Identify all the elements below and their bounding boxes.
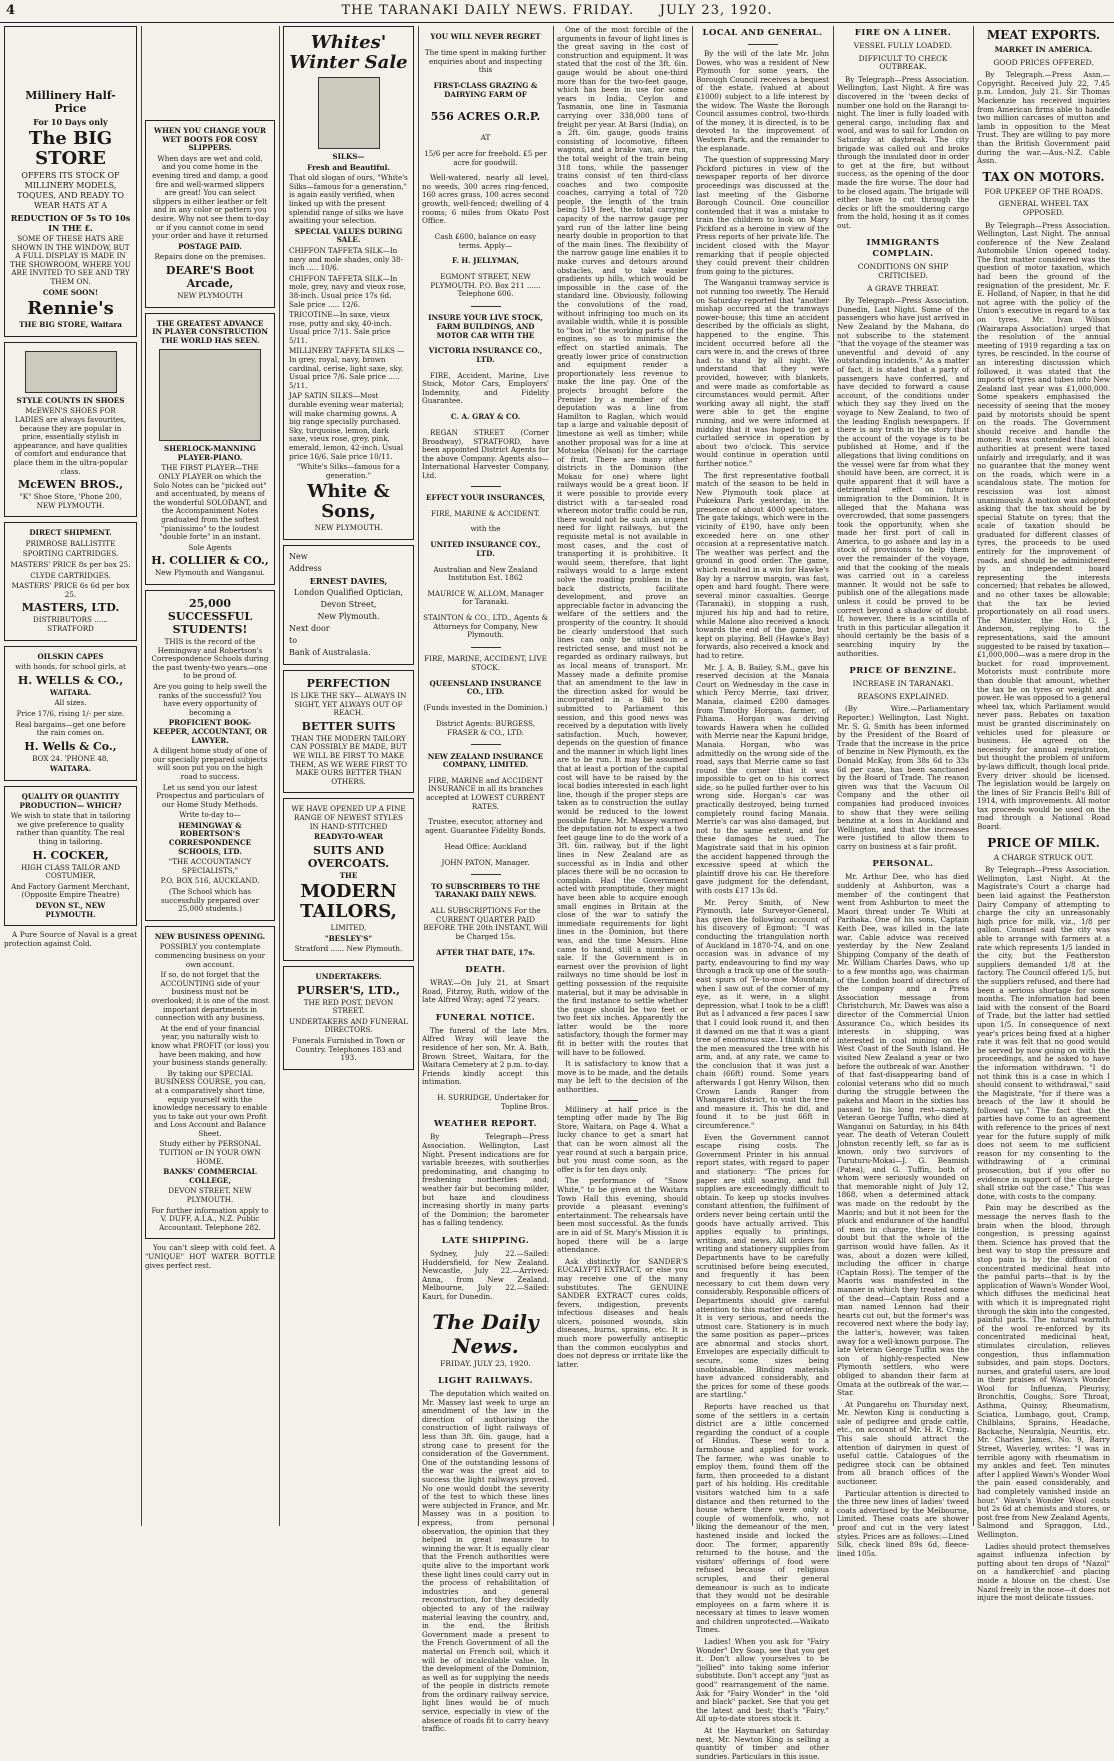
optician-ad: New Address ERNEST DAVIES, London Qualified Optician, Devon Street, New Plymouth. Next door to Bank of Australasia. [283, 545, 414, 665]
column-8: MEAT EXPORTS. MARKET IN AMERICA. GOOD PRICES OFFERED. By Telegraph.—Press Assn.—Copyright. Received July 22, 7.45 p.m. London, July 21. Sir Thomas Mackenzie has received inquiries from American firms able to handle two million carcases of mutton and lamb in opposition to the Meat Trust. They are willing to pay more than the British Government paid during the war.—Aus.-N.Z. Cable Assn. TAX ON MOTORS. FOR UPKEEP OF THE ROADS. GENERAL WHEEL TAX OPPOSED. By Telegraph—Press Association. Wellington, Last Night. The annual conference of the New Zealand Automobile Union opened today. The first matter considered was the question of motor taxation, which had been the ground of the resignation of the president, Mr. F. E. Holland, of Napier, in that he did not agree with the policy of the Union's executive in regard to a tax on tyres. Mr. Ivan Wilson (Wairarapa Association) urged that the resolution of the annual meeting of 1919 regarding a tax on tyres, be rescinded. In the course of an interesting discussion which followed, it was stated that the imports of tyres and tubes into New Zealand last year was £1,000,000. Some speakers emphasised the necessity of seeing that the money paid by motorists should be spent on the roads. The Government should receive and handle the money. It was contended that local authorities at present were taxed unfairly and irregularly, and it was no guarantee that the money went on the roads, which were in a scandalous state. The motion for rescission was lost almost unanimously. A motion was adopted asking that the tax should be by special Statute on tyres; that the scale of taxation should be graduated for different classes of tyres, the proceeds to be used entirely for the improvement of roads, and should be administered by an independent board representing the interests concerned; that rebates be allowed, and no other taxes be allowable; that the tax be levied proportionately on all road users. The Minister, the Hon. G. J. Anderson, replying to the representations, said the amount suggested to be raised by taxation—£1,000,000—was a mere drop in the bucket for road improvement. Motorists must contribute more than double that amount, whether the tax be on tyres or weight and power. He was opposed to a general wheel tax, which Parliament would never pass. Rebates on taxation must be granted discriminately on vehicles used for pleasure or business. He agreed on the necessity for annual registration, but thought the problem of uniform by-laws difficult, though local pride. Every driver should be licensed. The legislation would be largely on the lines of Sir Francis Bell's Bill of 1914, with improvements. All motor tax proceeds would be used on the road through a National Road Board. PRICE OF MILK. A CHARGE STRUCK OUT. By Telegraph—Press Association. Wellington, Last Night. At the Magistrate's Court a charge had been laid against the Featherston Dairy Company of attempting to charge the city an unreasonably high price for milk, viz., 1/8 per gallon. Counsel said the city was able to arrange with farmers at a rate which represents 1/5 landed in the city, but the Featherston suppliers demanded 1/8 at the factory. The Council offered 1/5, but the suppliers refused, and there had been a serious shortage for some months. The information had been laid with the consent of the Board of Trade, but the latter had settled upon 1/5. In consequence of next year's prices being fixed at a higher rate it was felt that no good would be served by now going on with the proceedings, and he asked to have the information withdrawn. "I do not think this is a case in which I should consent to withdrawal," said the Magistrate, "for if there was a breach of the law it should be followed up." The fact that the parties have come to an agreement with reference to the prices of next year for the future supply of milk does not seem to me sufficient reason for my consenting to the withdrawing of a criminal prosecution, but if you offer no evidence in support of the charge I shall strike out the case." This was done, with costs to the company. Pain may be described as the message the nerves flash to the brain when the blood, through congestion, is pressing against them. Science has proved that the best way to stop the pressure and stop pain is by the diffusion of concentrated medicinal heat into the painful parts—that is by the application of Wawn's Wonder Wool, which diffuses the medicinal heat with which it is impregnated right through the skin into the congested, painful parts. The natural warmth of the wool re-enforced by its concentrated medicinal heat, stimulates circulation, relieves congestion, thus inflammation subsides, and pain stops. Doctors, nurses, and grateful users, are loud in their praises of Wawn's Wonder Wool for Influenza, Pleurisy, Bronchitis, Coughs, Sore Throat, Asthma, Quinsy, Rheumatism, Sciatica, Lumbago, gout, Cramp, Chilblains, Sprains, Headache, Backache, Neuralgia, Neuritis, etc. Mr. Charles James, No. 9, Barry Street, Waverley, writes: "I was in terrible agony with rheumatism in my ankles and feet. Ten minutes after I applied Wawn's Wonder Wool the pain eased considerably, and had completely vanished inside an hour." Wawn's Wonder Wool costs but 2s 6d at chemists and stores, or post free from New Zealand Agents, Salmond and Spraggon, Ltd., Wellington. Ladies should protect themselves against influenza infection by putting about ten drops of "Nazol" on a handkerchief and placing inside a blouse on the chest. Use Nazol freely in the nose—it does not injure the most delicate tissues. [977, 28, 1110, 1603]
nz-insurance-ad: NEW ZEALAND INSURANCE COMPANY, LIMITED. FIRE, MARINE and ACCIDENT INSURANCE in all its branches accepted at LOWEST CURRENT RATES. Trustee, executor, attorney and agent. Guarantee Fidelity Bonds. Head Office: Auckland JOHN PATON, Manager. [425, 751, 546, 867]
column-rule [141, 26, 142, 1526]
queensland-insurance-ad: FIRE, MARINE, ACCIDENT, LIVE STOCK. QUEENSLAND INSURANCE CO., LTD. (Funds invested in the Dominion.) District Agents: BURGESS, FRASER & CO., LTD. [423, 654, 548, 737]
column-3 [283, 26, 414, 1526]
whites-sale-ad: Whites' Winter Sale SILKS— Fresh and Beautiful. That old slogan of ours, "White's Silks—famous for a generation," is again easily verified, when linked up with the present splendid range of silks we have awaiting your selection. SPECIAL VALUES DURING SALE. CHIFFON TAFFETA SILK—In navy and mole shades, only 38-inch ..... 10/6. CHIFFON TAFFETA SILK—In mole, grey, navy and vieux rose, 38-inch. Usual price 17s 6d. Sale price ..... 12/6. TRICOTINE—In saxe, vieux rose, putty and sky, 40-inch. Usual price 7/11. Sale price 5/11. MILLINERY TAFFETA SILKS —In grey, royal, navy, brown cardinal, cerise, light saxe, sky. Usual price 7/6. Sale price ..... 5/11. JAP SATIN SILKS—Most durable evening wear material; will make charming gowns. A big range specially purchased. Sky, turquoise, lemon, dark saxe, vieux rose, grey, pink, emerald, lemon, 42-inch. Usual price 16/6. Sale price 10/11. "White's Silks—famous for a generation." White & Sons, NEW PLYMOUTH. [283, 26, 414, 540]
divider [471, 874, 501, 875]
col1-footer: A Pure Source of Naval is a great protection against Cold. [4, 930, 137, 948]
funeral-notice: The funeral of the late Mrs. Alfred Wray will leave the residence of her son, Mr. A. Bath, Brown Street, Waitara, for the Waitara Cemetery at 2 p.m. to-day. Friends kindly accept this intimation. [422, 1025, 549, 1087]
col2-footer: You can't sleep with cold feet. A "UNIQUE" HOT WATER BOTTLE gives perfect rest. [145, 1243, 275, 1270]
meat-exports-heading: MEAT EXPORTS. [986, 28, 1101, 42]
divider [748, 44, 778, 45]
personal-heading: PERSONAL. [872, 859, 934, 870]
lady-illustration [318, 77, 380, 149]
column-rule [692, 26, 693, 1526]
perfection-ad: PERFECTION IS LIKE THE SKY— ALWAYS IN SIGHT, YET ALWAYS OUT OF REACH. BETTER SUITS THAN THE MODERN TAILORY CAN POSSIBLY BE MADE, BUT WE WILL BE FIRST TO MAKE THEM, AS WE WERE FIRST TO MAKE OURS BETTER THAN OTHERS. [283, 670, 414, 793]
local-general-heading: LOCAL AND GENERAL. [702, 28, 823, 38]
rennies-name: Rennie's [27, 298, 114, 320]
column-rule [833, 26, 834, 1526]
cartridges-ad: DIRECT SHIPMENT. PRIMROSE BALLISTITE SPORTING CARTRIDGES. MASTERS' PRICE 8s per box 25. CLYDE CARTRIDGES. MASTERS' PRICE 6s 6d per box 25. MASTERS, LTD. DISTRIBUTORS ...... STRATFORD [4, 522, 137, 640]
immigrants-heading: IMMIGRANTS COMPLAIN. [866, 238, 940, 260]
editorial-light-railways: The deputation which waited on Mr. Massey last week to urge an amendment of the law in the direction of authorising the construction of light railways of less than 3ft. 6in. gauge, had a strong case to present for the consideration of the Government. One of the outstanding lessons of the war was the great aid to success the light railways proved. No one would doubt the severity of the test to which these lines were subjected in France, and Mr. Massey was in a position to express, from personal observation, the opinion that they helped in great measure to winning the war. It is equally clear that the French authorities were quite alive to the important work these light lines could carry out in the process of rehabilitation of industries and general reconstruction, for they decidedly objected to any of the railway material leaving the country, and, in the end, the British Government made a present to the French Government of all the material on French soil, which it will be of incalculable value. In the development of the Dominion, as well as for supplying the needs of the people in districts remote from the ordinary railway service, light lines would be of much service, especially in view of the absence of roads fit to carry heavy traffic. [422, 1389, 549, 1734]
cocker-ad: QUALITY OR QUANTITY PRODUCTION— WHICH? We wish to state that in tailoring we give preference to quality rather than quantity. The real thing in tailoring. H. COCKER, HIGH CLASS TAILOR AND COSTUMIER, And Factory Garment Merchant, (Opposite Empire Theatre) DEVON ST., NEW PLYMOUTH. [4, 786, 137, 926]
whites-title: Whites' Winter Sale [289, 32, 408, 73]
hemingway-ad: 25,000 SUCCESSFUL STUDENTS! THIS is the record of the Hemingway and Robertson's Correspondence Schools during the past twenty-two years—one to be proud of. Are you going to help swell the ranks of the successful? You have every opportunity of becoming a PROFICIENT BOOK-KEEPER, ACCOUNTANT, OR LAWYER. A diligent home study of one of our specially prepared subjects will soon put you on the high road to success. Let us send you our latest Prospectus and particulars of our Home Study Methods. Write to-day to— HEMINGWAY & ROBERTSON'S CORRESPONDENCE SCHOOLS, LTD. "THE ACCOUNTANCY SPECIALISTS," P.O. BOX 516, AUCKLAND. (The School which has successfully prepared over 25,000 students.) [145, 590, 275, 921]
banks-college-ad: NEW BUSINESS OPENING. POSSIBLY you contemplate commencing business on your own account. If so, do not forget that the ACCOUNTING side of your business must not be overlooked; it is one of the most important departments in connection with any business. At the end of your financial year, you naturally wish to know what PROFIT (or loss) you have been making, and how your business stands generally. By taking our SPECIAL BUSINESS COURSE, you can, at a comparatively short time, equip yourself with the knowledge necessary to enable you to take out your own Profit and Loss Account and Balance Sheet. Study either by PERSONAL TUITION or IN YOUR OWN HOME. BANKS' COMMERCIAL COLLEGE, DEVON STREET, NEW PLYMOUTH. For further information apply to V. DUFF, A.I.A., N.Z. Public Accountant. Telephone 282. [145, 926, 275, 1240]
benzine-heading: PRICE OF BENZINE. [849, 666, 957, 677]
late-shipping: Sydney, July 22.—Sailed: Huddersfield, for New Zealand. Newcastle, July 22.—Arrived: Anna, from New Zealand. Melbourne, July 22.—Sailed: Kauri, for Dunedin. [422, 1248, 549, 1301]
masthead [0, 0, 1114, 23]
shoes-ad: STYLE COUNTS IN SHOES McEWEN'S SHOES FOR LADIES are always favourites, because they are popular in price, essentially stylish in appearance, and have qualities of comfort and endurance that place them in the ultra-popular class. McEWEN BROS., "K" Shoe Store, 'Phone 200, NEW PLYMOUTH. [4, 342, 137, 518]
oilskin-ad: OILSKIN CAPES with hoods, for school girls, at H. WELLS & CO., WAITARA. All sizes. Price 17/6, rising 1/- per size. Real bargains—get one before the rain comes on. H. Wells & Co., BOX 24. 'PHONE 48, WAITARA. [4, 646, 137, 781]
divider [471, 647, 501, 648]
column-4: YOU WILL NEVER REGRET The time spent in making further enquiries about and inspecting this FIRST-CLASS GRAZING & DAIRYING FARM OF 556 ACRES O.R.P. AT 15/6 per acre for freehold. £5 per acre for goodwill. Well-watered, nearly all level, no weeds, 300 acres ring-fenced, 160 acres grass, 100 acres second growth, well-fenced; dwelling of 4 rooms; 6 miles from Okato Post Office. Cash £600, balance on easy terms. Apply— F. H. JELLYMAN, EGMONT STREET, NEW PLYMOUTH. P.O. Box 211 ...... Telephone 606. INSURE YOUR LIVE STOCK, FARM BUILDINGS, AND MOTOR CAR WITH THE VICTORIA INSURANCE CO., LTD. FIRE, Accident, Marine, Live Stock, Motor Cars, Employers' Indemnity, and Fidelity Guarantee. C. A. GRAY & CO. REGAN STREET (Corner Broadway), STRATFORD, have been appointed District Agents for the above Company. Agents also—International Harvester Company, Ltd. EFFECT YOUR INSURANCES, FIRE, MARINE & ACCIDENT. with the UNITED INSURANCE COY., LTD. Australian and New Zealand Institution Est. 1862 MAURICE W. ALLOM, Manager for Taranaki. STAINTON & CO., LTD., Agents & Attorneys for Company, New Plymouth. FIRE, MARINE, ACCIDENT, LIVE STOCK. QUEENSLAND INSURANCE CO., LTD. (Funds invested in the Dominion.) District Agents: BURGESS, FRASER & CO., LTD. NEW ZEALAND INSURANCE COMPANY, LIMITED. FIRE, MARINE and ACCIDENT INSURANCE in all its branches accepted at LOWEST CURRENT RATES. Trustee, executor, attorney and agent. Guarantee Fidelity Bonds. Head Office: Auckland JOHN PATON, Manager. TO SUBSCRIBERS TO THE TARANAKI DAILY NEWS. ALL SUBSCRIPTIONS For the CURRENT QUARTER PAID BEFORE THE 20th INSTANT, Will be Charged 15s. AFTER THAT DATE, 17s. DEATH. WRAY.—On July 21, at Smart Road, Fitzroy, Ruth, widow of the late Alfred Wray; aged 72 years. FUNERAL NOTICE. The funeral of the late Mrs. Alfred Wray will leave the residence of her son, Mr. A. Bath, Brown Street, Waitara, for the Waitara Cemetery at 2 p.m. to-day. Friends kindly accept this intimation. H. SURRIDGE, Undertaker for Topline Bros. WEATHER REPORT. By Telegraph—Press Association. Wellington, Last Night. Present indications are for variable breezes, with southerlies predominating, and changing to freshening northerlies and; weather fair but becoming milder, but haze and cloudiness increasing shortly in many parts of the Dominion; the barometer has a falling tendency. LATE SHIPPING. Sydney, July 22.—Sailed: Huddersfield, for New Zealand. Newcastle, July 22.—Arrived: Anna, from New Zealand. Melbourne, July 22.—Sailed: Kauri, for Dunedin. The Daily News. FRIDAY, JULY 23, 1920. LIGHT RAILWAYS. The deputation which waited on Mr. Massey last week to urge an amendment of the law in the direction of authorising the construction of light railways of less than 3ft. 6in. gauge, had a strong case to present for the consideration of the Government. One of the outstanding lessons of the war was the great aid to success the light railways proved. No one would doubt the severity of the test to which these lines were subjected in France, and Mr. Massey was in a position to express, from personal observation, the opinion that they helped in great measure to winning the war. It is equally clear that the French authorities were quite alive to the important work these light lines could carry out in the process of rehabilitation of industries and general reconstruction, for they decidedly objected to any of the railway material leaving the country, and, in the end, the British Government made a present to the French Government of all the material on French soil, which it will be of incalculable value. In the development of the Dominion, as well as for supplying the needs of the people in districts remote from the ordinary railway service, light lines would be of much service, especially in view of the absence of roads fit to carry heavy traffic. [422, 32, 549, 1734]
united-insurance-ad: EFFECT YOUR INSURANCES, FIRE, MARINE & ACCIDENT. with the UNITED INSURANCE COY., LTD. Australian and New Zealand Institution Est. 1862 MAURICE W. ALLOM, Manager for Taranaki. STAINTON & CO., LTD., Agents & Attorneys for Company, New Plymouth. [423, 492, 548, 640]
column-6: LOCAL AND GENERAL. By the will of the late Mr. John Dowes, who was a resident of New Plymouth for some years, the Borough Council receives a bequest of the estate, (valued at about £1000) subject to a life interest by the widow. The Waste the Borough Council assumes control, two-thirds of the money, it is directed, is to be devoted to the improvement of Western Park, and the remainder to the esplanade. The question of suppressing Mary Pickford pictures in view of the newspaper reports of her divorce proceedings was discussed at the last meeting of the Gisborne Borough Council. One councillor contended that it was a mistake to train the children to look on Mary Pickford as a heroine in view of the Press reports of her private life. The incident closed with the Mayor remarking that if people objected they could prevent their children from going to the pictures. The Wanganui tramway service is not running too sweetly. The Herald on Saturday reported that "another mishap occurred at the tramways power-house; this time an accident described by the officials as slight, happened to the engine. This incident occurred before all the cars were in, and the crews of three had to stand by all night. We understand that they were provided, however, with blankets, and were made as comfortable as circumstances would permit. After working away all night, the staff were able to get the engine running, and we were informed at midday that it was hoped to get a curtailed service in operation by about two o'clock. This service would continue in operation until further notice." The first representative football match of the season to be held in New Plymouth took place at Pukekura Park yesterday, in the presence of about 4000 spectators. The gate takings, which were in the vicinity of £190, have only been exceeded here on one other occasion at a representative match. The weather was perfect and the ground in good order. The game, which resulted in a win for Hawke's Bay by a narrow margin, was fast, open and hard fought. There were several minor casualties. George (Taranaki), in stopping a rush, injured his hip and had to retire, while Malone also received a knock towards the end of the game, but kept on playing. Bell (Hawke's Bay) forwards, also received a knock and had to retire. Mr. J. A. B. Bailey, S.M., gave his reserved decision at the Manaia Court on Wednesday in the case in which Percy Merrie, taxi driver, Manaia, claimed £200 damages from Timothy Horgan, farmer, of Pihama. Horgan was driving towards Hawera when he collided with Merrie near the Kapuni bridge, Manaia. Horgan, who was admittedly on the wrong side of the road, says that Merrie came so fast round the corner that it was impossible to get on to his correct side, so he pulled further over to his wrong side. Horgan's car was practically destroyed, being turned completely round facing Manaia. Merrie's car was also damaged, but not to the same extent, and for these damages he sued. The Magistrate said that in his opinion the accident happened through the excessive speed at which the plaintiff drove his car. He therefore gave judgment for the defendant, with costs £17 13s 6d. Mr. Percy Smith, of New Plymouth, late Surveyor-General, has given the following account of his discovery of Egmont: "I was conducting the triangulation north of Auckland in 1870-74, and on one occasion was in advance of my party, endeavouring to find my way through a track up one of the south-east spurs of Te-to-moe Mountain, when I saw out of the corner of my eye, as it were, in a slight depression, what I took to be a cliff! But as I advanced a few paces I saw that I could look round it, and then it dawned on me that it was a giant tree of enormous size. I think one of the men measured the tree with his arm, and, at any rate, we came to the conclusion that it was just a chain (66ft) round. Some years afterwards I got Henry Wilson, then Crown Lands Ranger from Whangarei district, to visit the tree and measure it. This he did, and found it to be just 66ft in circumference." Even the Government cannot escape rising costs. The Government Printer in his annual report states, with regard to paper and stationery: "The prices for paper are still soaring, and full supplies are exceedingly difficult to obtain. To keep up stocks involves constant attention, the fulfilment of orders never being certain until the goods have actually arrived. This applies equally to printings, writings, and news. All orders for writing and stationery supplies from Departments have to be carefully scrutinised before being executed, and frequently it has been necessary to cut them down very considerably. Responsible officers of Departments should give careful attention to this matter of ordering. It is very serious, and needs the utmost care. Stationery is in much the same position as paper—prices are abnormal and stocks short. Envelopes are especially difficult to secure, some sizes being unobtainable. Binding materials have advanced considerably, and the prices for some of these goods are startling." Reports have reached us that some of the settlers in a certain district are a little concerned regarding the conduct of a couple of Hindus. These went to a farmhouse and applied for work. The farmer, who was unable to employ them, found them off the farm, then proceeded to a distant part of his holding. His creditable visitors watched him to a safe distance and then returned to the house where there were only a couple of womenfolk, who, not liking the demeanour of the men, hastened inside and locked the door. The former, apparently returned to the house, and the visitors' offerings of food were refused because of religious scruples, and their general demeanour is such as to indicate that they would not be desirable employees on a farm where it is necessary at times to leave women and children unprotected.—Waikato Times. Ladies! When you ask for "Fairy Wonder" Dry Soap, see that you get it. Don't allow yourselves to be "jollied" into taking some inferior substitute. Don't accept any "just as good" rearrangement of the name. Ask for "Fairy Wonder" in the "old and black" packet. See that you get the latest and best; that's "Fairy." All up-to-date stores stock it. At the Haymarket on Saturday next, Mr. Newton King is selling a quantity of timber and other sundries. Particulars in this issue. [696, 28, 830, 1761]
column-1 [4, 26, 137, 1526]
editorial-continued: One of the most forcible of the arguments in favour of light lines is the great saving in the cost of construction and equipment. It was stated that the cost of the 3ft. 6in. gauge would be about one-third more than for the two-feet gauge, which has been in use for some years in India, Ceylon and Tasmania, one line in Tasmania carrying over 338,000 tons of freight per year. At Barsi (India), on a 2ft. 6in. gauge, goods trains consisting of locomotive, fifteen wagons, and a brake van, are run, the total weight of the train being 318 tons, while the passenger trains consist of ten third-class coaches and two composite coaches, carrying a total of 720 people, the length of the train being 519 feet, the total carrying capacity of the narrow gauge per yard run of the latter line being nearly double in proportion to that of the main lines. The flexibility of the narrow gauge line enables it to make curves and detours around obstacles, and to take easier gradients up hills, which would be impossible in the case of the standard line. Obviously, following the convolutions of the road, without infringing too much on its available width, while it is possible to "box in" the working parts of the engines, so as to minimise the effect on startled animals. The greatly lower price of construction and equipment render a proportionately less revenue to make the line pay. One of the projects brought before the Premier by a member of the deputation was a line from Hamilton to Raglan, which would tap a large and valuable deposit of limestone as well as timber; while another proposal was for a line at Motueka (Nelson) for the carriage of fruit. There are many other districts in the Dominion (the Mokau for one) where light railways would be a great boon. If it were possible to provide every district with a tar-sealed road whereon motor traffic could be run, there would not be such an urgent need for light railways, but the requisite metal is not available in most cases, and the cost of transporting it is prohibitive. It would seem, therefore, that light railways would to a large extent solve the roading problem in the back districts, facilitate development, and prove an appreciable factor in advancing the welfare of the settlers and the prosperity of the country. It should be clearly understood that such lines can only be utilised in a restricted sense, and must not be regarded as ordinary railways, but as local means of transport. Mr. Massey made a definite promise that an amendment to the law in the direction asked for would be incorporated in a Bill to be submitted to Parliament this session, and this good news was received by a deputation with lively satisfaction. Much, however, depends on the question of finance and the manner in which light lines are to be run. It may be assumed that at least a portion of the capital cost will have to be raised by the local bodies interested in each light line, though if the proper steps are taken as to construction the outlay would be reduced to the lowest possible figure. Mr. Massey warned the deputation not to expect a two feet gauge line to do the work of a 3ft. 6in. railway, but if the light lines in New Zealand are as successful as in India and other places there will be no occasion to complain. Had the Government acted with promptitude, they might have been able to acquire enough small engines in Britain at the close of the war to satisfy the immediate requirements for light lines in the Dominion, but there was, and the time Messrs. Hine came to hand, still a number on sale. If the Government is in earnest over the provision of light railways no time should be lost in getting possession of the requisite material, but it may be advisable in the first instance to settle whether the gauge should be two feet or two feet six inches. Apparently the latter would be the more satisfactory, though the former may fit in better with the routes that will have to be followed. [557, 25, 688, 1057]
undertakers-ad: UNDERTAKERS. PURSER'S, LTD., THE RED POST, DEVON STREET. UNDERTAKERS AND FUNERAL DIRECTORS. Funerals Furnished in Town or Country. Telephones 183 and 193. [283, 966, 414, 1070]
deare-ad: WHEN YOU CHANGE YOUR WET BOOTS FOR COSY SLIPPERS. When days are wet and cold, and you come home in the evening tired and damp, a good fire and well-warmed slippers are great! You can select slippers in either leather or felt and in any color or pattern you desire. Why not see them to-day or if you cannot come in send your order and have it returned POSTAGE PAID. Repairs done on the premises. DEARE'S Boot Arcade, NEW PLYMOUTH [145, 120, 275, 308]
paper-nameplate: The Daily News. [432, 1309, 539, 1358]
column-rule [418, 26, 419, 1526]
column-rule [973, 26, 974, 1526]
modern-tailors-ad: WE HAVE OPENED UP A FINE RANGE OF NEWEST STYLES IN HAND-STITCHED READY-TO-WEAR SUITS AND OVERCOATS. THE MODERN TAILORS, LIMITED, "BESLEY'S" Stratford ...... New Plymouth. [283, 798, 414, 961]
divider [471, 486, 501, 487]
masthead-date: JULY 23, 1920. [659, 3, 773, 18]
column-rule [279, 26, 280, 1526]
divider [471, 306, 501, 307]
farm-ad: YOU WILL NEVER REGRET The time spent in making further enquiries about and inspecting this FIRST-CLASS GRAZING & DAIRYING FARM OF 556 ACRES O.R.P. AT 15/6 per acre for freehold. £5 per acre for goodwill. Well-watered, nearly all level, no weeds, 300 acres ring-fenced, 160 acres grass, 100 acres second growth, well-fenced; dwelling of 4 rooms; 6 miles from Okato Post Office. Cash £600, balance on easy terms. Apply— F. H. JELLYMAN, EGMONT STREET, NEW PLYMOUTH. P.O. Box 211 ...... Telephone 606. [422, 32, 549, 299]
milk-heading: PRICE OF MILK. [987, 835, 1100, 850]
divider [608, 1100, 638, 1101]
motor-tax-heading: TAX ON MOTORS. [982, 169, 1105, 184]
column-rule [553, 26, 554, 1526]
column-5: One of the most forcible of the arguments in favour of light lines is the great saving in the cost of construction and equipment. It was stated that the cost of the 3ft. 6in. gauge would be about one-third more than for the two-feet gauge, which has been in use for some years in India, Ceylon and Tasmania, one line in Tasmania carrying over 338,000 tons of freight per year. At Barsi (India), on a 2ft. 6in. gauge, goods trains consisting of locomotive, fifteen wagons, and a brake van, are run, the total weight of the train being 318 tons, while the passenger trains consist of ten third-class coaches and two composite coaches, carrying a total of 720 people, the length of the train being 519 feet, the total carrying capacity of the narrow gauge per yard run of the latter line being nearly double in proportion to that of the main lines. The flexibility of the narrow gauge line enables it to make curves and detours around obstacles, and to take easier gradients up hills, which would be impossible in the case of the standard line. Obviously, following the convolutions of the road, without infringing too much on its available width, while it is possible to "box in" the working parts of the engines, so as to minimise the effect on startled animals. The greatly lower price of construction and equipment render a proportionately less revenue to make the line pay. One of the projects brought before the Premier by a member of the deputation was a line from Hamilton to Raglan, which would tap a large and valuable deposit of limestone as well as timber; while another proposal was for a line at Motueka (Nelson) for the carriage of fruit. There are many other districts in the Dominion (the Mokau for one) where light railways would be a great boon. If it were possible to provide every district with a tar-sealed road whereon motor traffic could be run, there would not be such an urgent need for light railways, but the requisite metal is not available in most cases, and the cost of transporting it is prohibitive. It would seem, therefore, that light railways would to a large extent solve the roading problem in the back districts, facilitate development, and prove an appreciable factor in advancing the welfare of the settlers and the prosperity of the country. It should be clearly understood that such lines can only be utilised in a restricted sense, and must not be regarded as ordinary railways, but as local means of transport. Mr. Massey made a definite promise that an amendment to the law in the direction asked for would be incorporated in a Bill to be submitted to Parliament this session, and this good news was received by a deputation with lively satisfaction. Much, however, depends on the question of finance and the manner in which light lines are to be run. It may be assumed that at least a portion of the capital cost will have to be raised by the local bodies interested in each light line, though if the proper steps are taken as to construction the outlay would be reduced to the lowest possible figure. Mr. Massey warned the deputation not to expect a two feet gauge line to do the work of a 3ft. 6in. railway, but if the light lines in New Zealand are as successful as in India and other places there will be no occasion to complain. Had the Government acted with promptitude, they might have been able to acquire enough small engines in Britain at the close of the war to satisfy the immediate requirements for light lines in the Dominion, but there was, and the time Messrs. Hine came to hand, still a number on sale. If the Government is in earnest over the provision of light railways no time should be lost in getting possession of the requisite material, but it may be advisable in the first instance to settle whether the gauge should be two feet or two feet six inches. Apparently the latter would be the more satisfactory, though the former may fit in better with the routes that will have to be followed. It is satisfactory to know that a move is to be made, and the details may be left to the decision of the authorities. Millinery at half price is the tempting offer made by The Big Store, Waitara, on Page 4. What a lucky chance to get a smart hat that can be worn almost all the year round at such a bargain price, but you must come soon, as the offer is for ten days only. The performance of "Snow White," to be given at the Waitara Town Hall this evening, should provide a pleasant evening's entertainment. The rehearsals have been most successful. As the funds are in aid of St. Mary's Mission it is hoped there will be a large attendance. Ask distinctly for SANDER'S EUCALYPTI EXTRACT, or else you may receive one of the many substitutes. The GENUINE SANDER EXTRACT cures colds, fevers, indigestion, prevents infectious diseases and heals ulcers, poisoned wounds, skin diseases, burns, sprains, etc. It is much more powerfully antiseptic than the common eucalyptus and does not depress or irritate like the latter. [557, 25, 688, 1369]
page-number: 4 [6, 3, 17, 18]
shoe-illustration [25, 351, 117, 393]
fire-heading: FIRE ON A LINER. [854, 28, 952, 38]
millinery-ad: Millinery Half-Price For 10 Days only The BIG STORE OFFERS ITS STOCK OF MILLINERY MODELS, TOQUES, AND READY TO WEAR HATS AT A REDUCTION OF 5s TO 10s IN THE £. SOME OF THESE HATS ARE SHOWN IN THE WINDOW, BUT A FULL DISPLAY IS MADE IN THE SHOWROOM, WHERE YOU ARE INVITED TO SEE AND TRY THEM ON. COME SOON! Rennie's THE BIG STORE, Waitara [4, 26, 137, 337]
subscribers-notice: TO SUBSCRIBERS TO THE TARANAKI DAILY NEWS. ALL SUBSCRIPTIONS For the CURRENT QUARTER PAID BEFORE THE 20th INSTANT, Will be Charged 15s. AFTER THAT DATE, 17s. [423, 881, 548, 957]
column-7: FIRE ON A LINER. VESSEL FULLY LOADED. DIFFICULT TO CHECK OUTBREAK. By Telegraph—Press Association. Wellington, Last Night. A fire was discovered in the 'tween decks of number one hold on the Rarangi to-night. The liner is fully loaded with general cargo, including flax and wool, and was to sail for London on Saturday at daybreak. The city brigade was called out and broke through the insulated door in order to get at the fire, but without success, as the opening of the door made the fire worse. The door had to be closed again. The brigade will either have to cut through the decks or lift the smouldering cargo from the hold, hosing it as it comes out. IMMIGRANTS COMPLAIN. CONDITIONS ON SHIP CRITICISED. A GRAVE THREAT. By Telegraph—Press Association. Dunedin, Last Night. Some of the passengers who have just arrived in New Zealand by the Mahana, do not subscribe to the statement "that the voyage of the steamer was uneventful and devoid of any outstanding incidents." As a matter of fact, it is stated that a party of passengers have conferred, and have decided to forward a cause account, of the conditions under which they say they lived on the voyage to New Zealand, to two of the leading English newspapers. If there is any truth in the story that the account of the voyage is to be published at Home, and if the allegations that living conditions on the vessel were far from what they should have been, are correct, it is quite apparent that it will have a detrimental effect on future immigration to the Dominion. It is alleged that the Mahana was overcrowded, that some passengers took the opportunity, when she made her first port of call in America, to go ashore and lay in a stock of provisions to help them over the remainder of the voyage, and that the cooking of the meals was carried out in a careless manner. It would not be safe to publish one of the allegations made unless it could be proved to be correct beyond a shadow of doubt. If, however, there is a scintilla of truth in this particular allegation it should certainly be the basis of a searching inquiry by the authorities. PRICE OF BENZINE. INCREASE IN TARANAKI. REASONS EXPLAINED. (By Wire.—Parliamentary Reporter.) Wellington, Last Night. Mr. S. G. Smith has been informed by the President of the Board of Trade that the increase in the price of benzine in New Plymouth, ex the Donald McKay, from 38s 6d to 33s 6d per case, has been sanctioned by the Board of Trade. The reason given was that the Vacuum Oil Company and the other oil companies had produced invoices to show that they were selling benzine at a loss in Auckland and Wellington, and that the increases were justified to allow them to carry on business at a fair profit. PERSONAL. Mr. Arthur Dee, who has died suddenly at Ashburton, was a member of the contingent that went from Ashburton to meet the Maori threat under Te Whiti at Parihaka. One of his sons, Captain Keith Dee, was killed in the late war. Cable advice was received yesterday by the New Zealand Shipping Company of the death of Mr. William Charles Daws, who up to a few months ago, was chairman of the London board of directors of the company and a Press Association message from Christchurch, Mr. Dawes was also a director of the Commercial Union Assurance Co., which besides its interests in shipping, was interested in coal mining on the West Coast of the South Island. He visited New Zealand a year or two before the outbreak of war. Another of that fast-disappearing band of colonial veterans who did so much during the struggle between the pakeha and Maori in the sixties has passed to his long rest—namely, Veteran George Tuffin, who died at Wanganui on Saturday, in his 84th year. The death of Veteran Coulett Johnston recently left, so far as is known, only two survivors of Turuturu-Mokai—J. G. Beamish (Patea), and G. Tuffin, both of whom were seriously wounded on that memorable night of July 12, 1868, when a determined attack was made on the redoubt by the Maoris; and but it not been for the pluck and endurance of the handful of men in charge, there is little doubt but that the whole of the garrison would have fallen. As it was, about a dozen were killed, including the officer in charge (Captain Ross). The temper of the Maoris was manifested in the manner in which they treated some of the dead—Captain Ross and a man named Lennon had their hearts cut out, but the former's was recovered next where the body lay; the latter's, however, was taken away for a well-known purpose. The late Veteran George Tuffin was the son of highly-respected New Plymouth settlers, who were obliged to abandon their farm at Omata at the outbreak of the war.—Star. At Pungarehu on Thursday next, Mr. Newton King is conducting a sale of pedigree and grade cattle, etc., on account of Mr. H. R. Craig. This sale should attract the attention of dairymen in quest of useful cattle. Catalogues of the pedigree stock can be obtained from all branch offices of the auctioneer. Particular attention is directed to the three new lines of ladies' tweed coats advertised by the Melbourne, Limited. These coats are shower proof and cut in the very latest styles. Prices are as follows:—Lined Silk, check lined 89s 6d, fleece-lined 105s. [837, 28, 969, 1558]
column-2 [145, 26, 275, 1526]
victoria-insurance-ad: INSURE YOUR LIVE STOCK, FARM BUILDINGS, AND MOTOR CAR WITH THE VICTORIA INSURANCE CO., LTD. FIRE, Accident, Marine, Live Stock, Motor Cars, Employers' Indemnity, and Fidelity Guarantee. C. A. GRAY & CO. REGAN STREET (Corner Broadway), STRATFORD, have been appointed District Agents for the above Company. Agents also—International Harvester Company, Ltd. [422, 313, 549, 480]
piano-illustration [159, 349, 261, 441]
divider [471, 744, 501, 745]
whites-shop: White & Sons, [307, 481, 390, 523]
weather-report: By Telegraph—Press Association. Wellington, Last Night. Present indications are for variable breezes, with southerlies predominating, and changing to freshening northerlies and; weather fair but becoming milder, but haze and cloudiness increasing shortly in many parts of the Dominion; the barometer has a falling tendency. [422, 1132, 549, 1228]
player-piano-ad: THE GREATEST ADVANCE IN PLAYER CONSTRUCTION THE WORLD HAS SEEN. SHERLOCK-MANNING PLAYER-PIANO. THE FIRST PLAYER—THE ONLY PLAYER on which the Solo Notes can be "picked out" and accentuated, by means of the wonderful SOLODANT, and the Accompaniment Notes graduated from the softest "pianissimo" to the loudest "double forte" in an instant. Sole Agents H. COLLIER & CO., New Plymouth and Wanganui. [145, 313, 275, 586]
masthead-title: THE TARANAKI DAILY NEWS. FRIDAY. JULY 23, 1920. [341, 3, 773, 18]
store-name: The BIG STORE [28, 128, 113, 169]
millinery-title: Millinery Half-Price [25, 89, 116, 115]
death-notice: WRAY.—On July 21, at Smart Road, Fitzroy, Ruth, widow of the late Alfred Wray; aged 72 years. [422, 978, 549, 1005]
